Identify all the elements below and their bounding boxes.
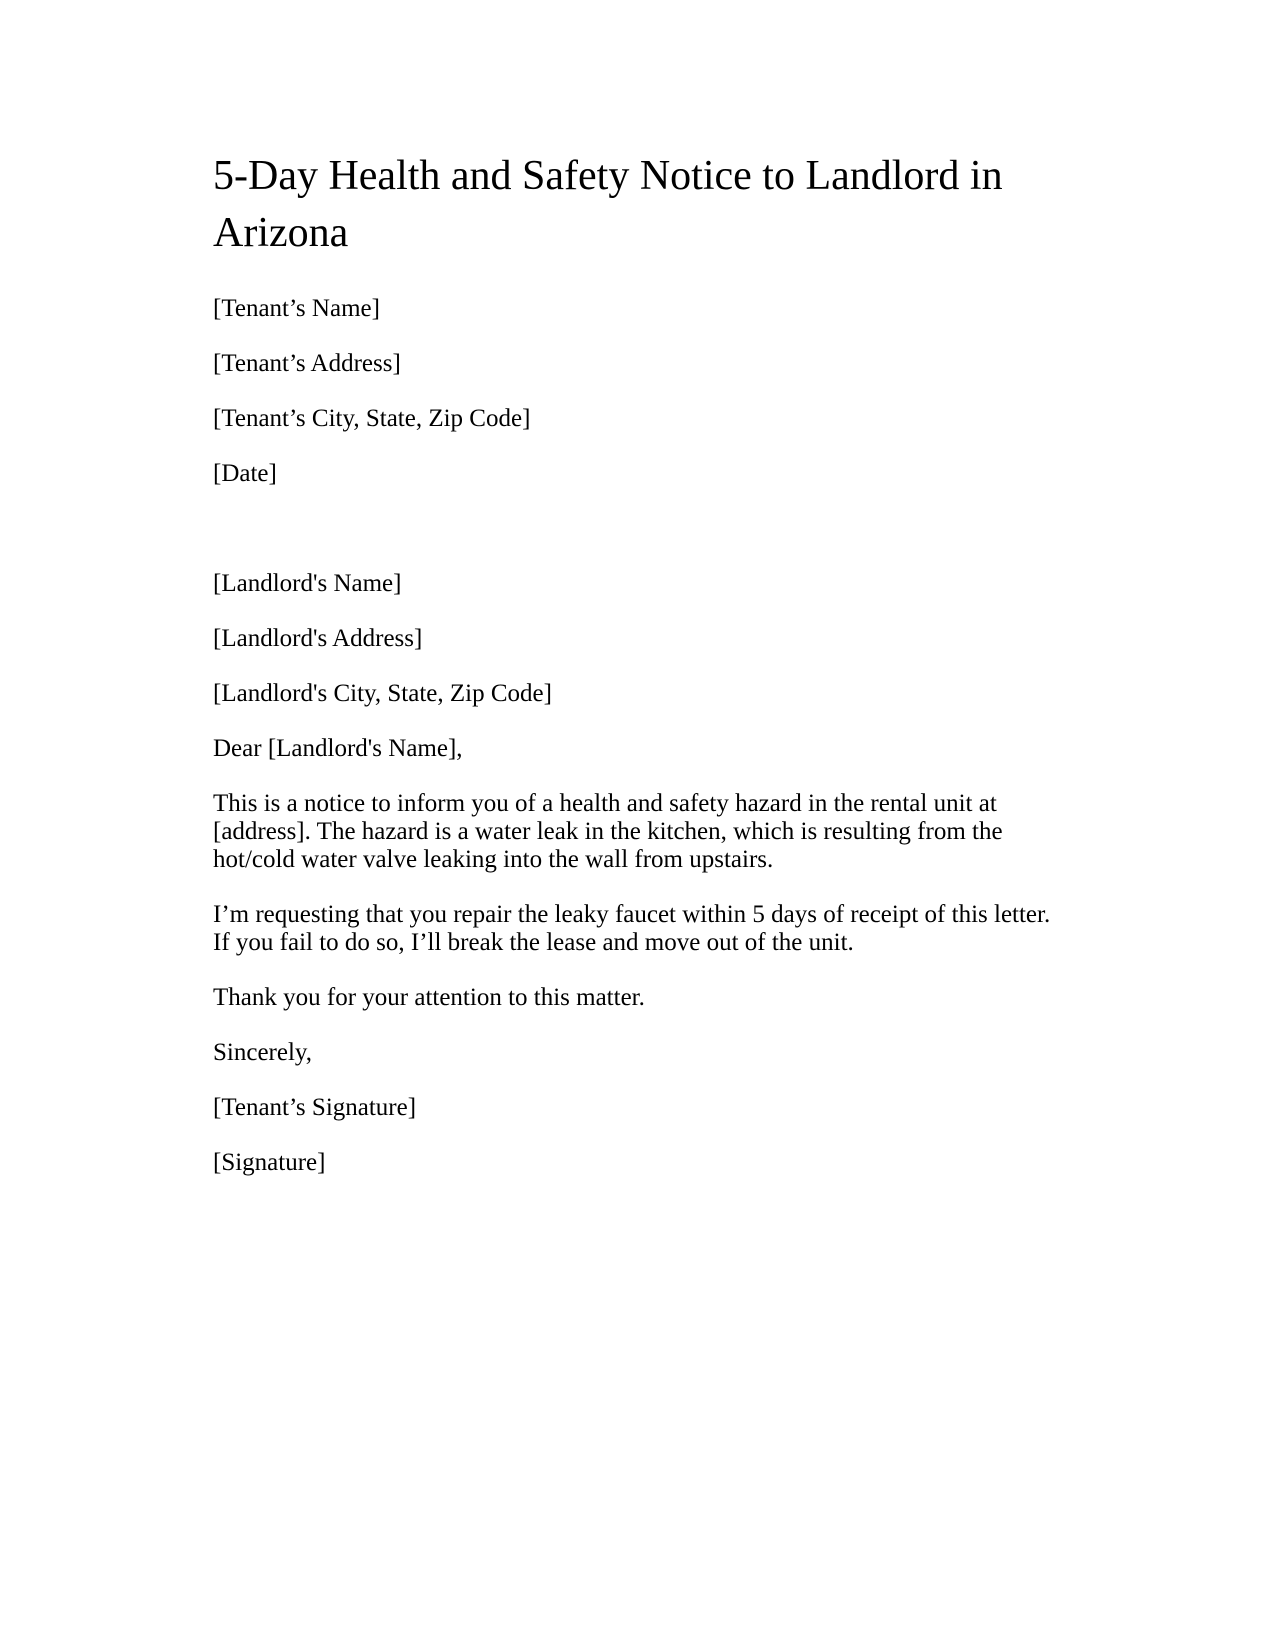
body-paragraph-thanks: Thank you for your attention to this matter. [213, 984, 645, 1011]
tenant-city-state-zip-placeholder: [Tenant’s City, State, Zip Code] [213, 405, 531, 432]
tenant-address-placeholder: [Tenant’s Address] [213, 350, 401, 377]
landlord-name-placeholder: [Landlord's Name] [213, 570, 402, 597]
landlord-address-placeholder: [Landlord's Address] [213, 625, 423, 652]
blank-line-spacer [213, 515, 1065, 543]
landlord-city-state-zip-placeholder: [Landlord's City, State, Zip Code] [213, 680, 552, 707]
body-paragraph-hazard-notice: This is a notice to inform you of a health and safety hazard in the rental unit at [address]. The hazard is a water leak in the kitchen, which is resulting from the hot/cold water valve leaking into the wall from upstairs. [213, 790, 1003, 873]
document-title: 5-Day Health and Safety Notice to Landlord in Arizona [213, 153, 1003, 256]
signature-placeholder: [Signature] [213, 1149, 326, 1176]
date-placeholder: [Date] [213, 460, 277, 487]
letter-content [213, 148, 1065, 1204]
salutation: Dear [Landlord's Name], [213, 735, 463, 762]
tenant-signature-placeholder: [Tenant’s Signature] [213, 1094, 417, 1121]
closing: Sincerely, [213, 1039, 313, 1066]
body-paragraph-repair-request: I’m requesting that you repair the leaky faucet within 5 days of receipt of this letter. If you fail to do so, I’ll break the lease and move out of the unit. [213, 901, 1051, 956]
tenant-name-placeholder: [Tenant’s Name] [213, 295, 380, 322]
